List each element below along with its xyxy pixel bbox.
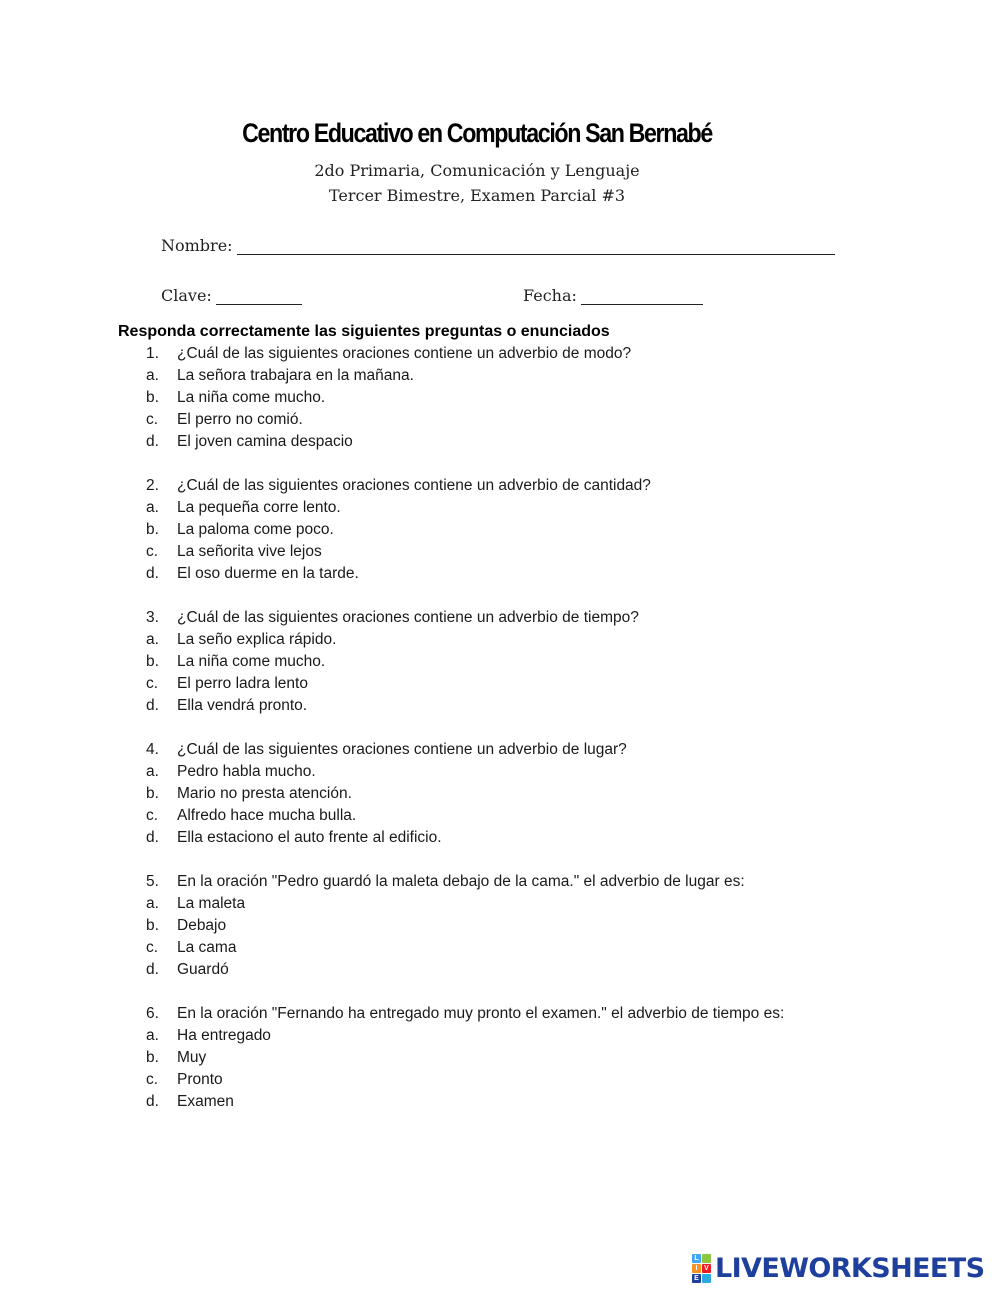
option-text: El perro ladra lento [177, 675, 308, 692]
option-letter: d. [146, 565, 159, 582]
question-5 [0, 871, 1000, 893]
fecha-blank-line[interactable] [581, 288, 703, 305]
question-5-option-b[interactable] [0, 915, 1000, 937]
question-3-option-a[interactable] [0, 629, 1000, 651]
liveworksheets-logo-text: LIVEWORKSHEETS [715, 1253, 985, 1284]
question-list [0, 343, 1000, 1113]
option-letter: a. [146, 895, 159, 912]
instructions: Responda correctamente las siguientes preguntas o enunciados [118, 323, 610, 340]
question-5-option-a[interactable] [0, 893, 1000, 915]
question-text: ¿Cuál de las siguientes oraciones contiene un adverbio de cantidad? [177, 477, 651, 494]
question-2-option-b[interactable] [0, 519, 1000, 541]
question-3-option-d[interactable] [0, 695, 1000, 717]
option-letter: c. [146, 543, 159, 560]
question-text: En la oración "Fernando ha entregado muy pronto el examen." el adverbio de tiempo es: [177, 1005, 785, 1022]
option-text: El joven camina despacio [177, 433, 353, 450]
worksheet-subtitle-course: 2do Primaria, Comunicación y Lenguaje [314, 161, 640, 180]
question-1 [0, 343, 1000, 365]
question-2 [0, 475, 1000, 497]
question-number: 4. [146, 741, 159, 758]
option-text: Debajo [177, 917, 227, 934]
option-text: La cama [177, 939, 237, 956]
option-letter: d. [146, 433, 159, 450]
clave-blank-line[interactable] [216, 288, 302, 305]
question-4-option-b[interactable] [0, 783, 1000, 805]
option-text: La seño explica rápido. [177, 631, 337, 648]
option-letter: b. [146, 521, 159, 538]
clave-label: Clave: [161, 286, 212, 305]
logo-tile: E [692, 1274, 701, 1283]
option-text: Pronto [177, 1071, 223, 1088]
worksheet-subtitle-exam: Tercer Bimestre, Examen Parcial #3 [328, 186, 626, 205]
option-text: El perro no comió. [177, 411, 303, 428]
question-spacer [0, 849, 1000, 871]
question-6 [0, 1003, 1000, 1025]
question-1-option-a[interactable] [0, 365, 1000, 387]
option-text: Examen [177, 1093, 234, 1110]
question-spacer [0, 981, 1000, 1003]
question-4-option-a[interactable] [0, 761, 1000, 783]
question-spacer [0, 585, 1000, 607]
question-6-option-c[interactable] [0, 1069, 1000, 1091]
option-letter: a. [146, 763, 159, 780]
question-3-option-c[interactable] [0, 673, 1000, 695]
option-text: Mario no presta atención. [177, 785, 352, 802]
option-letter: b. [146, 1049, 159, 1066]
question-text: ¿Cuál de las siguientes oraciones contiene un adverbio de lugar? [177, 741, 627, 758]
logo-tile: V [702, 1264, 711, 1273]
option-letter: a. [146, 499, 159, 516]
question-2-option-c[interactable] [0, 541, 1000, 563]
option-text: Ha entregado [177, 1027, 271, 1044]
liveworksheets-logo [692, 1253, 984, 1284]
question-6-option-b[interactable] [0, 1047, 1000, 1069]
question-text: ¿Cuál de las siguientes oraciones contiene un adverbio de tiempo? [177, 609, 639, 626]
logo-tile: I [692, 1264, 701, 1273]
clave-field [161, 286, 302, 305]
option-text: Ella vendrá pronto. [177, 697, 308, 714]
option-letter: d. [146, 1093, 159, 1110]
question-number: 1. [146, 345, 159, 362]
logo-tile [702, 1274, 711, 1283]
option-letter: d. [146, 697, 159, 714]
question-2-option-a[interactable] [0, 497, 1000, 519]
option-letter: d. [146, 961, 159, 978]
option-text: Muy [177, 1049, 207, 1066]
option-text: Guardó [177, 961, 229, 978]
question-1-option-c[interactable] [0, 409, 1000, 431]
liveworksheets-logo-icon [692, 1254, 712, 1284]
question-6-option-d[interactable] [0, 1091, 1000, 1113]
question-1-option-d[interactable] [0, 431, 1000, 453]
option-text: La paloma come poco. [177, 521, 334, 538]
question-1-option-b[interactable] [0, 387, 1000, 409]
option-text: El oso duerme en la tarde. [177, 565, 359, 582]
option-letter: a. [146, 367, 159, 384]
option-letter: c. [146, 1071, 159, 1088]
option-letter: c. [146, 807, 159, 824]
option-text: La pequeña corre lento. [177, 499, 341, 516]
option-letter: d. [146, 829, 159, 846]
question-4-option-c[interactable] [0, 805, 1000, 827]
option-text: Pedro habla mucho. [177, 763, 316, 780]
option-letter: b. [146, 785, 159, 802]
nombre-blank-line[interactable] [237, 238, 835, 255]
question-number: 3. [146, 609, 159, 626]
question-text: ¿Cuál de las siguientes oraciones contiene un adverbio de modo? [177, 345, 632, 362]
option-letter: b. [146, 917, 159, 934]
question-5-option-c[interactable] [0, 937, 1000, 959]
option-text: La niña come mucho. [177, 389, 326, 406]
fecha-field [523, 286, 703, 305]
question-3 [0, 607, 1000, 629]
worksheet-title: Centro Educativo en Computación San Bernabé [242, 118, 712, 148]
option-text: Alfredo hace mucha bulla. [177, 807, 357, 824]
logo-tile: L [692, 1254, 701, 1263]
question-text: En la oración "Pedro guardó la maleta debajo de la cama." el adverbio de lugar es: [177, 873, 745, 890]
question-6-option-a[interactable] [0, 1025, 1000, 1047]
option-letter: a. [146, 1027, 159, 1044]
option-text: La niña come mucho. [177, 653, 326, 670]
question-number: 2. [146, 477, 159, 494]
option-letter: c. [146, 675, 159, 692]
question-4-option-d[interactable] [0, 827, 1000, 849]
question-3-option-b[interactable] [0, 651, 1000, 673]
question-spacer [0, 717, 1000, 739]
question-number: 6. [146, 1005, 159, 1022]
question-5-option-d[interactable] [0, 959, 1000, 981]
question-number: 5. [146, 873, 159, 890]
option-text: La señora trabajara en la mañana. [177, 367, 414, 384]
question-2-option-d[interactable] [0, 563, 1000, 585]
nombre-label: Nombre: [161, 236, 233, 255]
option-letter: a. [146, 631, 159, 648]
option-text: Ella estaciono el auto frente al edificio. [177, 829, 442, 846]
question-4 [0, 739, 1000, 761]
option-letter: c. [146, 411, 159, 428]
option-text: La señorita vive lejos [177, 543, 322, 560]
nombre-field [161, 236, 835, 255]
question-spacer [0, 453, 1000, 475]
fecha-label: Fecha: [523, 286, 577, 305]
option-letter: c. [146, 939, 159, 956]
option-letter: b. [146, 389, 159, 406]
option-letter: b. [146, 653, 159, 670]
logo-tile [702, 1254, 711, 1263]
option-text: La maleta [177, 895, 246, 912]
